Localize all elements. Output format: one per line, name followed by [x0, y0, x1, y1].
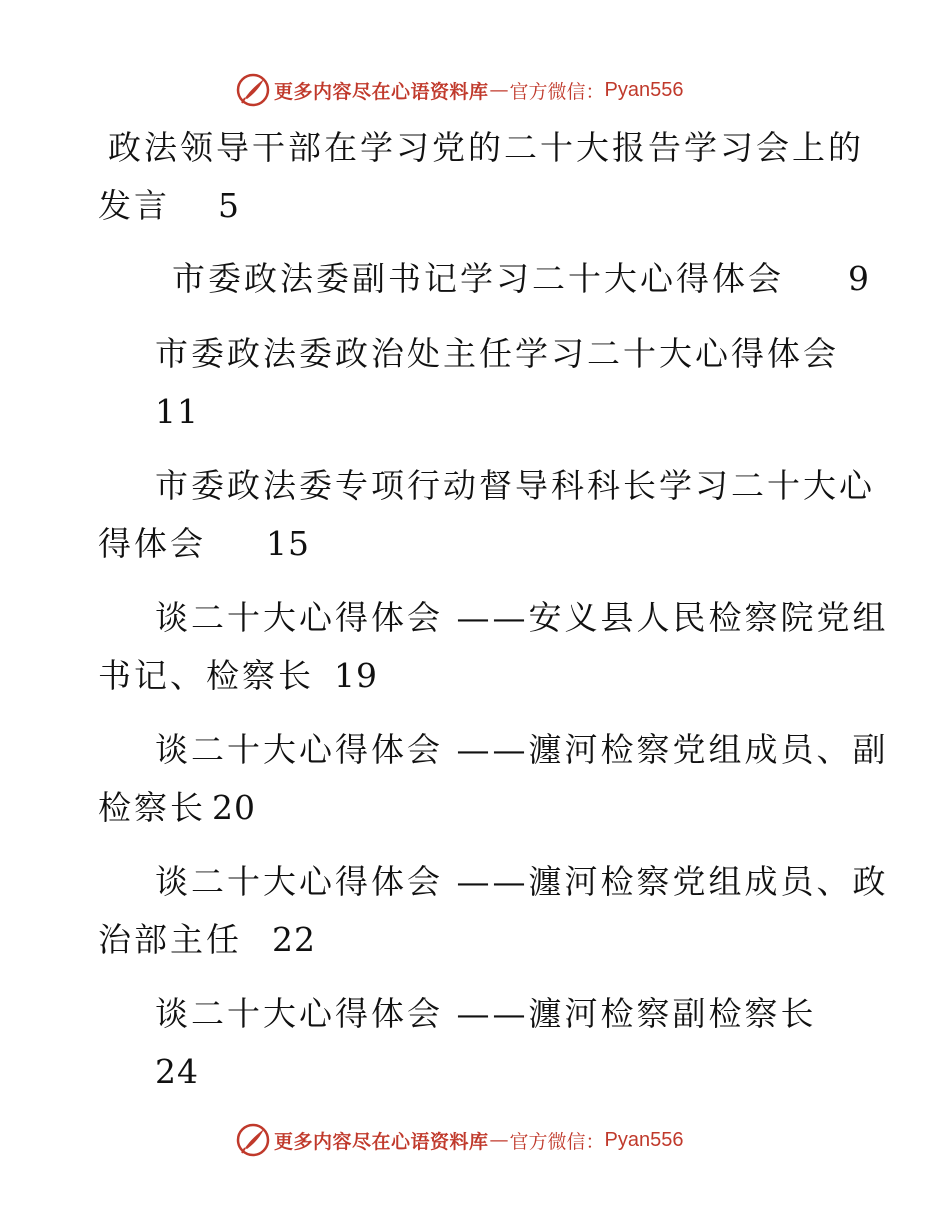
watermark-wechat-label: 官方微信：	[509, 1130, 605, 1153]
toc-entry-1-page: 5	[218, 186, 240, 225]
toc-entry-1-line-2	[98, 186, 240, 226]
toc-entry-2-page: 9	[848, 259, 870, 298]
toc-entry-7-line-2	[98, 920, 316, 960]
quill-logo-icon	[236, 73, 270, 107]
toc-entry-8-page: 24	[155, 1052, 199, 1091]
watermark-brand-text: 更多内容尽在心语资料库	[274, 80, 489, 103]
toc-entry-1-line-1: 政法领导干部在学习党的二十大报告学习会上的	[108, 128, 864, 167]
toc-entry-4-title-end: 得体会	[98, 524, 206, 563]
footer-watermark	[236, 1122, 684, 1158]
toc-entry-6-title-end: 检察长	[98, 788, 206, 827]
toc-entry-4-page: 15	[266, 524, 310, 563]
toc-entry-1-title-end: 发言	[98, 186, 170, 225]
watermark-wechat-id: Pyan556	[604, 78, 684, 101]
toc-entry-6-line-2	[98, 788, 256, 828]
quill-logo-icon	[236, 1123, 270, 1157]
toc-entry-7-page: 22	[272, 920, 316, 959]
toc-entry-7-line-1: 谈二十大心得体会 ——瀍河检察党组成员、政	[155, 862, 889, 901]
toc-entry-2-title: 市委政法委副书记学习二十大心得体会	[172, 259, 784, 298]
watermark-wechat-id: Pyan556	[604, 1128, 684, 1151]
toc-entry-5-page: 19	[334, 656, 378, 695]
toc-entry-5-line-2	[98, 656, 378, 696]
toc-entry-4-line-2	[98, 524, 310, 564]
toc-entry-4-line-1: 市委政法委专项行动督导科科长学习二十大心	[155, 466, 875, 505]
toc-entry-6-line-1: 谈二十大心得体会 ——瀍河检察党组成员、副	[155, 730, 889, 769]
toc-entry-5-line-1: 谈二十大心得体会 ——安义县人民检察院党组	[155, 598, 889, 637]
watermark-separator: —	[489, 1129, 509, 1151]
toc-entry-3-page: 11	[155, 392, 199, 431]
header-watermark	[236, 72, 684, 108]
toc-entry-7-title-end: 治部主任	[98, 920, 242, 959]
toc-entry-6-page: 20	[212, 788, 256, 827]
watermark-separator: —	[489, 79, 509, 101]
watermark-wechat-label: 官方微信：	[509, 80, 605, 103]
watermark-brand-text: 更多内容尽在心语资料库	[274, 1130, 489, 1153]
toc-entry-3-line-1: 市委政法委政治处主任学习二十大心得体会	[155, 334, 839, 373]
toc-entry-8-line-1: 谈二十大心得体会 ——瀍河检察副检察长	[155, 994, 817, 1033]
toc-entry-5-title-end: 书记、检察长	[98, 656, 314, 695]
toc-entry-2-line-1	[172, 259, 870, 299]
